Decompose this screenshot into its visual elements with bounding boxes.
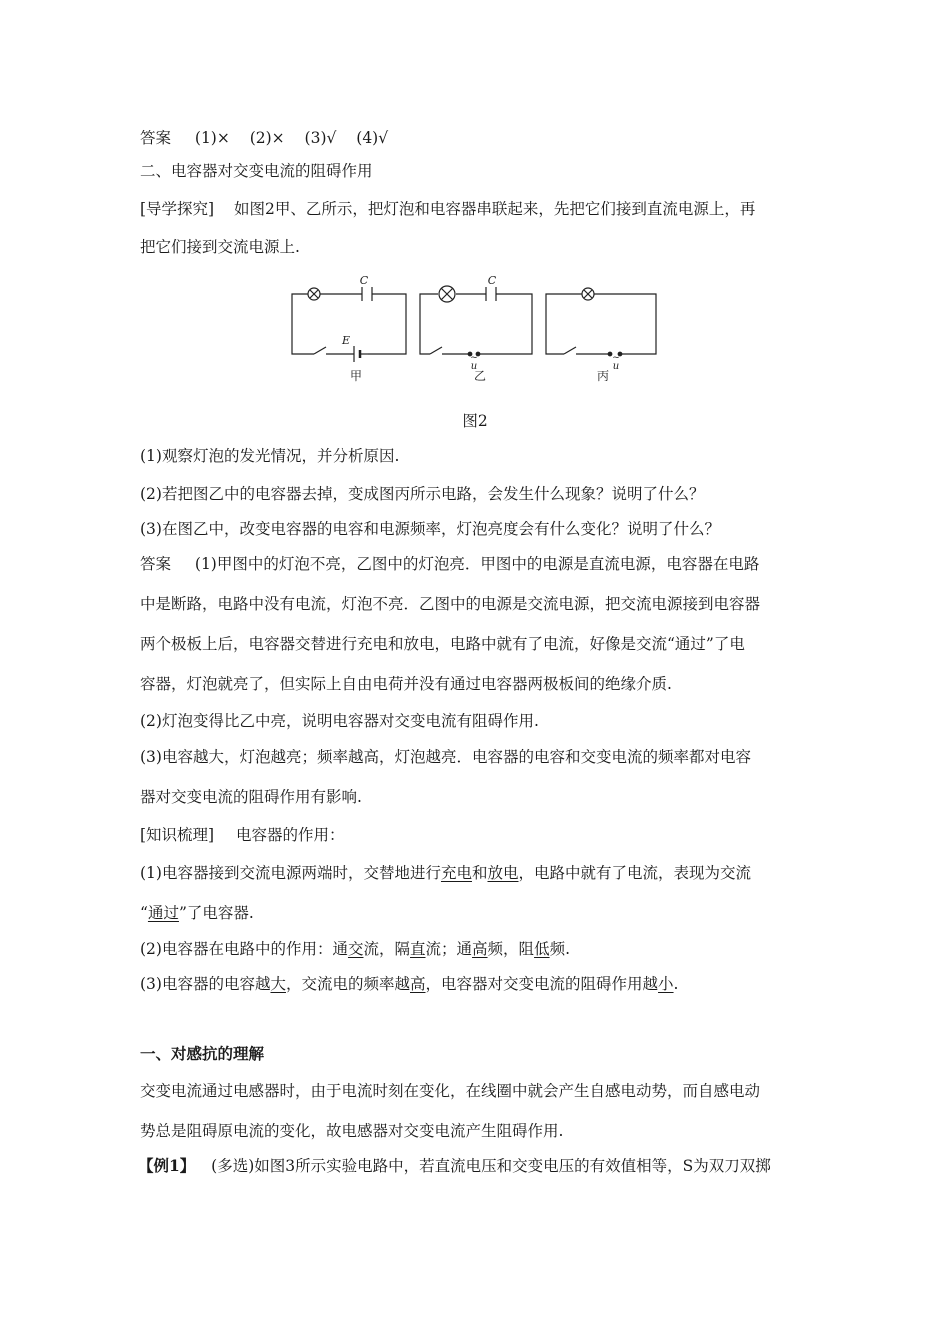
label-c-jia: C — [359, 274, 369, 287]
knowledge-point-1: (1)电容器接到交流电源两端时，交替地进行充电和放电，电路中就有了电流，表现为交流 — [140, 864, 752, 882]
answer2-line-1: 答案 (1)甲图中的灯泡不亮，乙图中的灯泡亮．甲图中的电源是直流电源，电容器在电路 — [140, 555, 760, 573]
example-tag: 【例1】 — [138, 1156, 196, 1175]
blank-discharge: 放电 — [487, 864, 519, 882]
question-1: (1)观察灯泡的发光情况，并分析原因. — [140, 447, 400, 465]
answer2-line-6: (3)电容越大，灯泡越亮；频率越高，灯泡越亮．电容器的电容和交变电流的频率都对电容 — [140, 748, 751, 766]
question-2: (2)若把图乙中的电容器去掉，变成图丙所示电路，会发生什么现象？说明了什么？ — [140, 485, 705, 503]
switch-jia — [314, 347, 326, 354]
answer2-line-7: 器对交变电流的阻碍作用有影响. — [140, 788, 362, 806]
svg-text:~: ~ — [612, 353, 620, 363]
guide-line-1: [导学探究] 如图2甲、乙所示，把灯泡和电容器串联起来，先把它们接到直流电源上，再 — [140, 200, 756, 218]
blank-pass: 通过 — [147, 904, 179, 922]
knowledge-title: [知识梳理] 电容器的作用： — [140, 826, 345, 844]
answer-label: 答案 — [140, 555, 172, 573]
answer-line-1: 答案 (1)× (2)× (3)√ (4)√ — [140, 129, 389, 147]
circuit-yi — [420, 286, 532, 356]
answer-label: 答案 — [140, 129, 172, 147]
circuit-jia — [292, 287, 406, 362]
circuit-figure — [280, 274, 670, 394]
label-u-yi: u — [470, 361, 478, 372]
guide-line-2: 把它们接到交流电源上. — [140, 238, 300, 256]
label-bing: 丙 — [596, 369, 610, 383]
answer2-line-4: 容器，灯泡就亮了，但实际上自由电荷并没有通过电容器两极板间的绝缘介质. — [140, 675, 672, 693]
section-2-title: 二、电容器对交变电流的阻碍作用 — [140, 162, 373, 180]
answer2-line-2: 中是断路，电路中没有电流，灯泡不亮．乙图中的电源是交流电源，把交流电源接到电容器 — [140, 595, 761, 613]
answer2-line-5: (2)灯泡变得比乙中亮，说明电容器对交变电流有阻碍作用. — [140, 712, 539, 730]
svg-text:~: ~ — [470, 353, 478, 363]
circuit-bing — [546, 288, 656, 356]
question-3: (3)在图乙中，改变电容器的电容和电源频率，灯泡亮度会有什么变化？说明了什么？ — [140, 520, 720, 538]
knowledge-point-3: (3)电容器的电容越大，交流电的频率越高，电容器对交变电流的阻碍作用越小. — [140, 975, 679, 993]
knowledge-tag: [知识梳理] — [140, 826, 215, 844]
answer2-line-3: 两个极板上后，电容器交替进行充电和放电，电路中就有了电流，好像是交流“通过”了电 — [140, 635, 745, 653]
label-e: E — [341, 334, 351, 347]
section-1-title: 一、对感抗的理解 — [140, 1044, 265, 1063]
blank-charge: 充电 — [440, 864, 472, 882]
label-u-bing: u — [612, 361, 620, 372]
figure-caption: 图2 — [462, 412, 488, 430]
switch-yi — [430, 347, 442, 354]
inductance-line-1: 交变电流通过电感器时，由于电流时刻在变化，在线圈中就会产生自感电动势，而自感电动 — [140, 1082, 761, 1100]
example-1: 【例1】 (多选)如图3所示实验电路中，若直流电压和交变电压的有效值相等，S为双刀双掷 — [138, 1156, 771, 1175]
inductance-line-2: 势总是阻碍原电流的变化，故电感器对交变电流产生阻碍作用. — [140, 1122, 564, 1140]
label-jia: 甲 — [349, 369, 363, 383]
knowledge-point-2: (2)电容器在电路中的作用：通交流，隔直流；通高频，阻低频. — [140, 940, 571, 958]
knowledge-point-1-cont: “通过”了电容器. — [140, 904, 254, 922]
label-yi: 乙 — [473, 369, 487, 383]
guide-tag: [导学探究] — [140, 200, 215, 218]
switch-bing — [564, 347, 576, 354]
label-c-yi: C — [487, 274, 497, 287]
